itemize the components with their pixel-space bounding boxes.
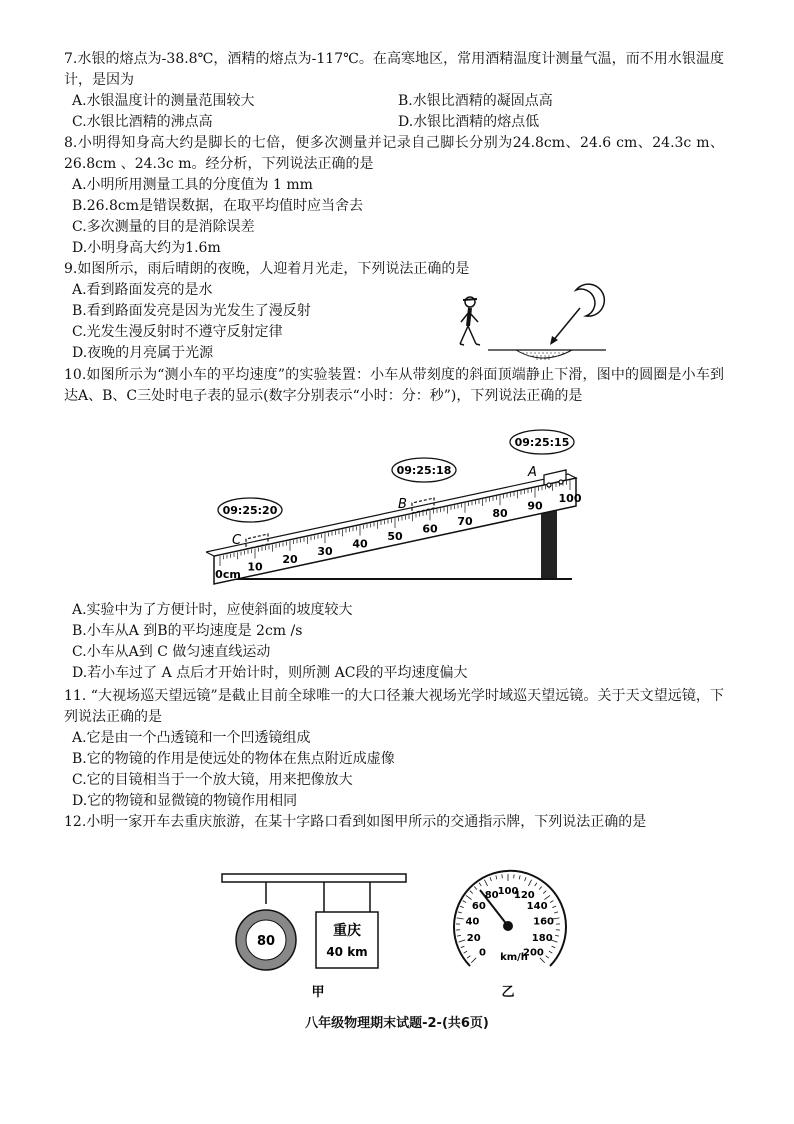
dial-number: 60 bbox=[471, 900, 486, 912]
walking-person-icon bbox=[460, 297, 480, 345]
q10-option-d: D.若小车过了 A 点后才开始计时，则所测 AC段的平均速度偏大 bbox=[72, 665, 468, 681]
ruler-number: 0cm bbox=[215, 568, 241, 581]
ruler-number: 100 bbox=[558, 492, 582, 505]
q9-option-d: D.夜晚的月亮属于光源 bbox=[72, 345, 214, 361]
speed-limit-text: 80 bbox=[256, 934, 276, 949]
q8-option-d: D.小明身高大约为1.6m bbox=[72, 240, 221, 256]
q9-option-a: A.看到路面发亮的是水 bbox=[72, 282, 213, 298]
q7-option-d: D.水银比酒精的熔点低 bbox=[398, 114, 540, 130]
clock-c-text: 09:25:20 bbox=[222, 504, 278, 517]
question-9-stem: 9.如图所示，雨后晴朗的夜晚，人迎着月光走，下列说法正确的是 bbox=[64, 261, 470, 277]
ruler-number: 60 bbox=[422, 522, 438, 536]
moonlight-figure bbox=[448, 282, 608, 366]
sign-beam bbox=[222, 874, 406, 882]
dial-number: 200 bbox=[523, 947, 544, 959]
clock-b-text: 09:25:18 bbox=[396, 464, 452, 477]
destination-text: 重庆 bbox=[333, 923, 361, 939]
clock-a-text: 09:25:15 bbox=[514, 436, 570, 449]
q8-option-c: C.多次测量的目的是消除误差 bbox=[72, 219, 255, 235]
q8-option-a: A.小明所用测量工具的分度值为 1 mm bbox=[72, 177, 313, 193]
dial-number: 100 bbox=[497, 886, 519, 897]
question-7 bbox=[64, 49, 724, 133]
dial-number: 80 bbox=[484, 889, 499, 901]
q9-option-c: C.光发生漫反射时不遵守反射定律 bbox=[72, 324, 283, 340]
light-ray bbox=[552, 308, 580, 342]
dial-number: 180 bbox=[531, 933, 553, 945]
puddle bbox=[516, 350, 572, 358]
ruler-number: 90 bbox=[527, 499, 543, 513]
ruler-number: 70 bbox=[457, 514, 473, 528]
question-7-stem: 7.水银的熔点为-38.8℃，酒精的熔点为-117℃。在高寒地区，常用酒精温度计测量气温，而不用水银温度计，是因为 bbox=[64, 51, 724, 88]
speedometer-figure bbox=[450, 846, 570, 1002]
question-12-stem: 12.小明一家开车去重庆旅游，在某十字路口看到如图甲所示的交通指示牌，下列说法正确的是 bbox=[64, 814, 647, 830]
q11-option-c: C.它的目镜相当于一个放大镜，用来把像放大 bbox=[72, 772, 353, 788]
dial-number: 120 bbox=[513, 889, 535, 901]
question-10-stem: 10.如图所示为“测小车的平均速度”的实验装置：小车从带刻度的斜面顶端静止下滑，图中的圆圈是小车到达A、B、C三处时电子表的显示(数字分别表示“小时：分：秒”)，下列说法正确的是 bbox=[64, 367, 724, 404]
q7-option-a: A.水银温度计的测量范围较大 bbox=[72, 93, 255, 109]
q7-option-b: B.水银比酒精的凝固点高 bbox=[398, 93, 553, 109]
support-block bbox=[541, 506, 557, 578]
question-10-options bbox=[64, 600, 724, 684]
caption-yi: 乙 bbox=[501, 985, 515, 1000]
q11-option-a: A.它是由一个凸透镜和一个凹透镜组成 bbox=[72, 730, 311, 746]
question-7-options-row2 bbox=[64, 112, 724, 133]
question-8-stem: 8.小明得知身高大约是脚长的七倍，便多次测量并记录自己脚长分别为24.8cm、24.6 cm、24.3c m、26.8cm 、24.3c m。经分析，下列说法正确的是 bbox=[64, 135, 724, 172]
q8-option-b: B.26.8cm是错误数据，在取平均值时应当舍去 bbox=[72, 198, 364, 214]
q10-option-c: C.小车从A到 C 做匀速直线运动 bbox=[72, 644, 271, 660]
moon-icon bbox=[576, 284, 604, 316]
ruler-number: 40 bbox=[352, 537, 368, 551]
incline-figure bbox=[206, 428, 586, 590]
dial-number: 0 bbox=[479, 947, 487, 959]
ruler-number: 50 bbox=[387, 530, 403, 543]
question-9 bbox=[64, 259, 724, 364]
q7-option-c: C.水银比酒精的沸点高 bbox=[72, 114, 213, 130]
question-11 bbox=[64, 686, 724, 812]
ruler-number: 30 bbox=[317, 545, 333, 559]
needle-hub bbox=[503, 921, 513, 931]
question-8 bbox=[64, 133, 724, 259]
q11-option-d: D.它的物镜和显微镜的物镜作用相同 bbox=[72, 793, 298, 809]
question-7-options-row1 bbox=[64, 91, 724, 112]
label-c: C bbox=[232, 533, 242, 548]
q10-option-b: B.小车从A 到B的平均速度是 2cm /s bbox=[72, 623, 303, 639]
question-12 bbox=[64, 812, 724, 833]
ruler-number: 80 bbox=[492, 507, 508, 521]
dial-number: 160 bbox=[533, 916, 554, 928]
question-11-stem: 11. “大视场巡天望远镜”是截止目前全球唯一的大口径兼大视场光学时域巡天望远镜。关于天文望远镜，下列说法正确的是 bbox=[64, 688, 724, 725]
label-b: B bbox=[398, 497, 407, 512]
page-footer: 八年级物理期末试题-2-(共6页) bbox=[305, 1016, 489, 1031]
ruler-number: 20 bbox=[282, 552, 298, 566]
label-a: A bbox=[528, 465, 537, 480]
question-10 bbox=[64, 365, 724, 407]
speed-unit: km/h bbox=[500, 952, 528, 963]
caption-jia: 甲 bbox=[311, 985, 325, 1000]
q11-option-b: B.它的物镜的作用是使远处的物体在焦点附近成虚像 bbox=[72, 751, 395, 767]
dial-number: 40 bbox=[465, 916, 480, 928]
distance-text: 40 km bbox=[326, 945, 368, 959]
ruler-number: 10 bbox=[247, 560, 263, 574]
q9-option-b: B.看到路面发亮是因为光发生了漫反射 bbox=[72, 303, 311, 319]
dial-number: 20 bbox=[466, 933, 481, 945]
q10-option-a: A.实验中为了方便计时，应使斜面的坡度较大 bbox=[72, 602, 353, 618]
traffic-sign-figure bbox=[220, 860, 410, 1000]
dial-number: 140 bbox=[526, 900, 548, 912]
distance-sign bbox=[316, 912, 378, 968]
